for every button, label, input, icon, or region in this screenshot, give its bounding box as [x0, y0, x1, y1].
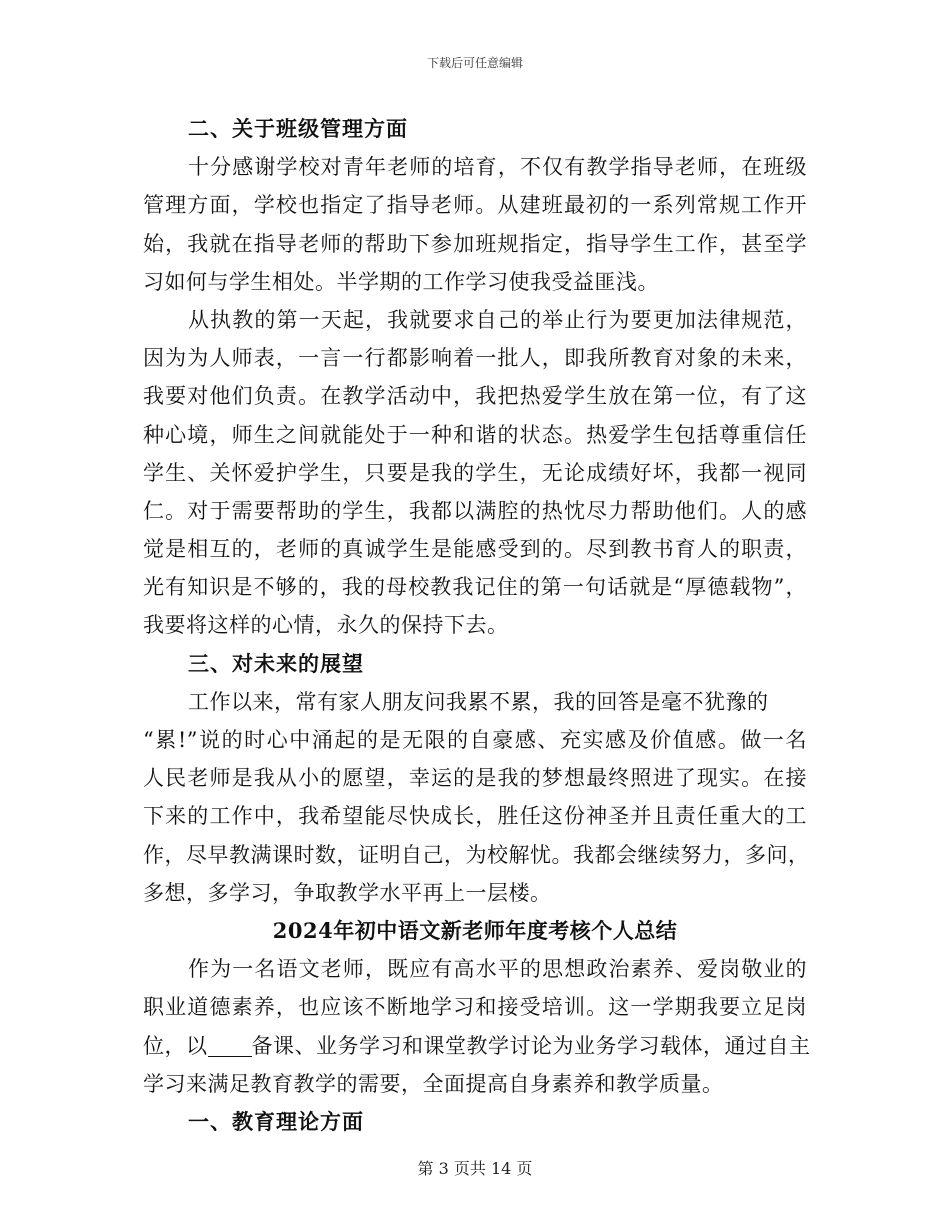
paragraph-line: 多想，多学习，争取教学水平再上一层楼。	[143, 880, 552, 905]
paragraph-line: 种心境，师生之间就能处于一种和谐的状态。热爱学生包括尊重信任	[143, 422, 807, 447]
section-heading-theory: 一、教育理论方面	[188, 1108, 364, 1134]
paragraph-line: 我要对他们负责。在教学活动中，我把热爱学生放在第一位，有了这	[143, 384, 807, 409]
paragraph-line: 从执教的第一天起，我就要求自己的举止行为要更加法律规范，	[188, 307, 807, 332]
page-footer: 第 3 页共 14 页	[417, 1159, 533, 1178]
paragraph-text: 位，以	[143, 1033, 208, 1058]
paragraph-line: 学生、关怀爱护学生，只要是我的学生，无论成绩好坏，我都一视同	[143, 460, 807, 485]
paragraph-line: 作，尽早教满课时数，证明自己，为校解忧。我都会继续努力，多问，	[143, 842, 810, 867]
section-heading-future: 三、对未来的展望	[188, 650, 364, 676]
paragraph-line: 十分感谢学校对青年老师的培育，不仅有教学指导老师，在班级	[188, 155, 807, 180]
paragraph-line: 始，我就在指导老师的帮助下参加班规指定，指导学生工作，甚至学	[143, 231, 807, 256]
paragraph-line: 人民老师是我从小的愿望，幸运的是我的梦想最终照进了现实。在接	[143, 766, 807, 791]
paragraph-line: “累!”说的时心中涌起的是无限的自豪感、充实感及价值感。做一名	[143, 728, 807, 752]
page-header: 下载后可任意编辑	[426, 56, 523, 70]
document-title: 2024年初中语文新老师年度考核个人总结	[272, 917, 678, 943]
paragraph-line: 因为为人师表，一言一行都影响着一批人，即我所教育对象的未来，	[143, 346, 807, 371]
paragraph-line: 下来的工作中，我希望能尽快成长，胜任这份神圣并且责任重大的工	[143, 804, 807, 829]
paragraph-line: 职业道德素养，也应该不断地学习和接受培训。这一学期我要立足岗	[143, 995, 807, 1020]
paragraph-line: 光有知识是不够的，我的母校教我记住的第一句话就是“厚德载物”，	[143, 575, 807, 600]
paragraph-line: 觉是相互的，老师的真诚学生是能感受到的。尽到教书育人的职责，	[143, 537, 807, 562]
paragraph-line: 工作以来，常有家人朋友问我累不累，我的回答是毫不犹豫的	[188, 689, 769, 714]
fill-in-blank	[208, 1030, 252, 1057]
paragraph-line: 我要将这样的心情，永久的保持下去。	[143, 613, 509, 638]
paragraph-line: 习如何与学生相处。半学期的工作学习使我受益匪浅。	[143, 269, 659, 294]
paragraph-line: 作为一名语文老师，既应有高水平的思想政治素养、爱岗敬业的	[188, 957, 807, 982]
paragraph-line	[143, 1027, 811, 1065]
paragraph-line: 管理方面，学校也指定了指导老师。从建班最初的一系列常规工作开	[143, 193, 807, 218]
paragraph-line: 仁。对于需要帮助的学生，我都以满腔的热忱尽力帮助他们。人的感	[143, 498, 807, 523]
paragraph-line: 学习来满足教育教学的需要，全面提高自身素养和教学质量。	[143, 1071, 724, 1096]
section-heading-class-management: 二、关于班级管理方面	[188, 116, 408, 141]
paragraph-text: 备课、业务学习和课堂教学讨论为业务学习载体，通过自主	[251, 1033, 811, 1058]
document-body	[143, 110, 811, 1141]
